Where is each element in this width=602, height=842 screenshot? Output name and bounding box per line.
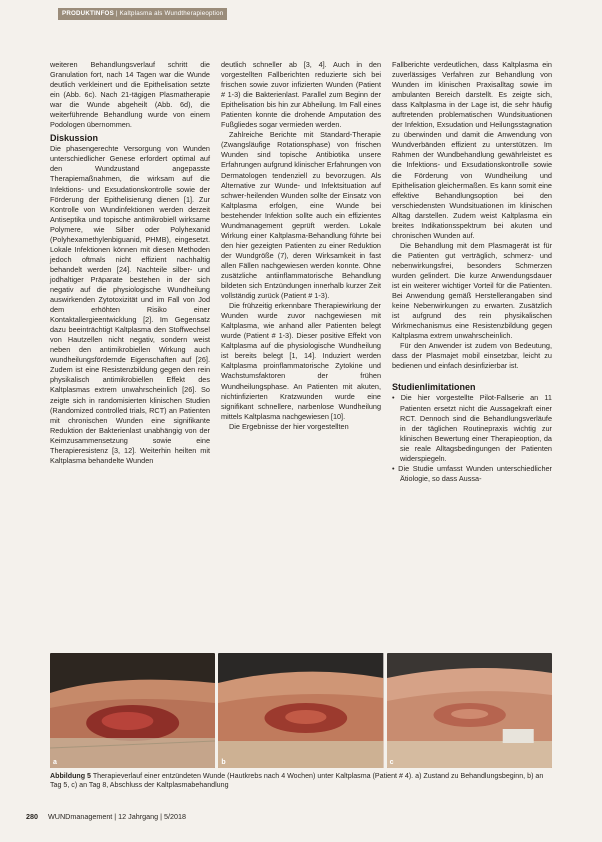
figure-caption	[50, 772, 552, 790]
column-2	[221, 60, 381, 432]
paragraph: Zahlreiche Berichte mit Standard-Therapie (Zwangsläufige Rotationsphase) von frischen Wunden sind topische Antibiotika unsere Erfahrungen aufgrund klinischer Erfahrungen von Dermatologen tendenziell zu bevorzugen. Als Alternative zur Wunde- und Infektsituation auf schwer-heilenden Wunden sollte der Einsatz von Kaltplasma erfolgen, eine Wunde bei bestehender Infektion sollte auch ein effizientes Wundmanagement geprüft werden. Lokale Wirkung einer Kaltplasma-Behandlung führte bei den hier gezeigten Patienten zu einer Reduktion der Wundgröße (7), deren Wirksamkeit in fast allen Fällen nachgewiesen werden konnte. Ohne zusätzliche antiinflammatorische Behandlung bildeten sich Entzündungen innerhalb kurzer Zeit vollständig zurück (Patient # 1-3).	[221, 130, 381, 301]
photo-panel-a	[50, 653, 215, 768]
wound-photo-a-image	[50, 653, 215, 768]
page-number: 280	[26, 812, 38, 821]
section-subtitle: | Kaltplasma als Wundtherapieoption	[115, 10, 224, 17]
section-label: PRODUKTINFOS	[62, 10, 114, 17]
paragraph: deutlich schneller ab [3, 4]. Auch in den vorgestellten Fallberichten reduzierte sich bei frischen sowie zuvor infizierten Wunden (Patient # 1-3) die Bakterienlast. Parallel zum Beginn der Epithelisation bis hin zur Abheilung. Im Fall eines Patienten konnte die drohende Amputation des Fußgliedes sogar vermieden werden.	[221, 60, 381, 130]
paragraph: weiteren Behandlungsverlauf schritt die Granulation fort, nach 14 Tagen war die Wunde deutlich verkleinert und die Epithelisation setzte ein (Abb. 6c). Nach 21-tägigen Plasmatherapie war die Wunde abgeheilt (Abb. 6d), die weiterführende Behandlung wurde von einem Podologen übernommen.	[50, 60, 210, 130]
wound-photo-b-image	[218, 653, 383, 768]
section-heading-diskussion: Diskussion	[50, 133, 99, 144]
header-bar	[0, 8, 602, 20]
limitations-list	[392, 393, 552, 483]
panel-label-c: c	[389, 759, 394, 766]
figure-5-photos	[50, 653, 552, 768]
paragraph: Die frühzeitig erkennbare Therapiewirkung der Wunden wurde zuvor nachgewiesen mit Kaltplasma, wie anhand aller Patienten belegt wurde (Patient # 1-3). Dieser positive Effekt von Kaltplasma auf die physiologische Wundheilung ist bereits belegt [1, 14]. Induziert werden Kaltplasma proinflammatorische Zytokine und Wachstumsfaktoren der frühen Wundheilungsphase. An Patienten mit akuten, nichtinfizierten Kratzwunden wurde eine signifikant schnellere, narbenlose Wundheilung mittels Kaltplasma nachgewiesen [10].	[221, 301, 381, 421]
list-item: • Die Studie umfasst Wunden unterschiedlicher Ätiologie, so dass Aussa-	[392, 464, 552, 484]
caption-label: Abbildung 5	[50, 772, 91, 780]
caption-text: Therapieverlauf einer entzündeten Wunde (Hautkrebs nach 4 Wochen) unter Kaltplasma (Patient # 4). a) Zustand zu Behandlungsbeginn, b) an Tag 5, c) an Tag 8, Abschluss der Kaltplasmabehandlung	[50, 772, 544, 790]
paragraph: Die Behandlung mit dem Plasmagerät ist für die Patienten gut verträglich, schmerz- und nebenwirkungsfrei, besonders Schmerzen wurden gelindert. Die kurze Anwendungsdauer ist ein weiterer wichtiger Vorteil für die Patienten. Bei Anwendung gemäß Herstellerangaben sind keine Nebenwirkungen zu erwarten. Zusätzlich ist aufgrund des rein physikalischen Wirkmechanismus eine Resistenzbildung gegen Kaltplasma extrem unwahrscheinlich.	[392, 240, 552, 341]
journal-info: WUNDmanagement | 12 Jahrgang | 5/2018	[48, 812, 186, 821]
paragraph: Fallberichte verdeutlichen, dass Kaltplasma ein zuverlässiges Verfahren zur Behandlung von Wunden im klinischen Praxisalltag sowie im ambulanten Bereich darstellt. Es zeigte sich, dass Kaltplasma in der Lage ist, die sehr häufig auftretenden problematischen Wundsituationen der Infektion, Exsudation und Heilungsstagnation zu überwinden und damit die Anwendung von Wundverbänden effizient zu unterstützen. Im Rahmen der Wundbehandlung gewährleistet es die Infektions- und Exsudationskontrolle sowie die Förderung von Wundheilung und Epithelisation gleichermaßen. Es kann somit eine effektive Behandlungsoption bei den verschiedensten Wundsituationen im klinischen Alltag darstellen. Zudem weist Kaltplasma ein breites Indikationsspektrum bei akuten und chronischen Wunden auf.	[392, 60, 552, 240]
wound-photo-c-image	[387, 653, 552, 768]
paragraph: Für den Anwender ist zudem von Bedeutung, dass der Plasmajet mobil einsetzbar, leicht zu bedienen und einfach desinfizierbar ist.	[392, 341, 552, 371]
section-heading-studienlimitationen: Studienlimitationen	[392, 382, 476, 393]
section-tag	[58, 8, 227, 20]
panel-label-b: b	[221, 759, 226, 766]
page-footer	[26, 812, 186, 821]
panel-label-a: a	[53, 759, 57, 766]
paragraph: Die phasengerechte Versorgung von Wunden unterschiedlicher Genese erfordert optimal auf den Wundzustand angepasste Therapiemaßnahmen, die wirksam auf die Infektions- und Exsudationskontrolle sowie der Förderung der Epithelisierung dienen [1]. Zur Kontrolle von Wundinfektionen werden derzeit Antiseptika und topische antimikrobiell wirksame Polymere, wie Silber oder Polyhexanid (Polyhexamethylenbiguanid, PHMB), eingesetzt. Lokale Infektionen können mit diesen Methoden jedoch oftmals nicht effizient nachhaltig behandelt werden [24]. Nachteile silber- und jodhaltiger Präparate bestehen in der sich negativ auf die physiologische Wundheilung auswirkenden Zytotoxizität und im Fall von Jod dem erhöhten Risiko einer Kontaktallergieentwicklung [2]. Im Gegensatz dazu beeinträchtigt Kaltplasma den Stoffwechsel von Hautzellen nicht negativ, sondern weist neben den antimikrobiellen Wirkung auch wundheilungsfördernde Eigenschaften auf [26]. Zudem ist eine Resistenzbildung gegen den rein physikalisch antimikrobiellen Effekt des Kaltplasmas extrem unwahrscheinlich [26]. So zeigte sich in randomisierten klinischen Studien (Randomized controlled trials, RCT) an Patienten mit chronischen Wunden eine signifikante Reduktion der Bakterienlast unabhängig von der Keimzusammensetzung sowie eine Therapieresistenz [3, 12]. Weiterhin heilten mit Kaltplasma behandelte Wunden	[50, 144, 210, 465]
column-3	[392, 60, 552, 484]
list-item: • Die hier vorgestellte Pilot-Fallserie an 11 Patienten ersetzt nicht die Aussagekraft einer RCT. Dennoch sind die Behandlungsverläufe in der täglichen Routinepraxis wichtig zur klinischen Bewertung einer Therapieoption, da sie reale Alltagsbedingungen der Patienten widerspiegeln.	[392, 393, 552, 463]
photo-panel-b	[218, 653, 383, 768]
photo-panel-c	[387, 653, 552, 768]
column-1	[50, 60, 210, 466]
paragraph: Die Ergebnisse der hier vorgestellten	[229, 421, 349, 431]
